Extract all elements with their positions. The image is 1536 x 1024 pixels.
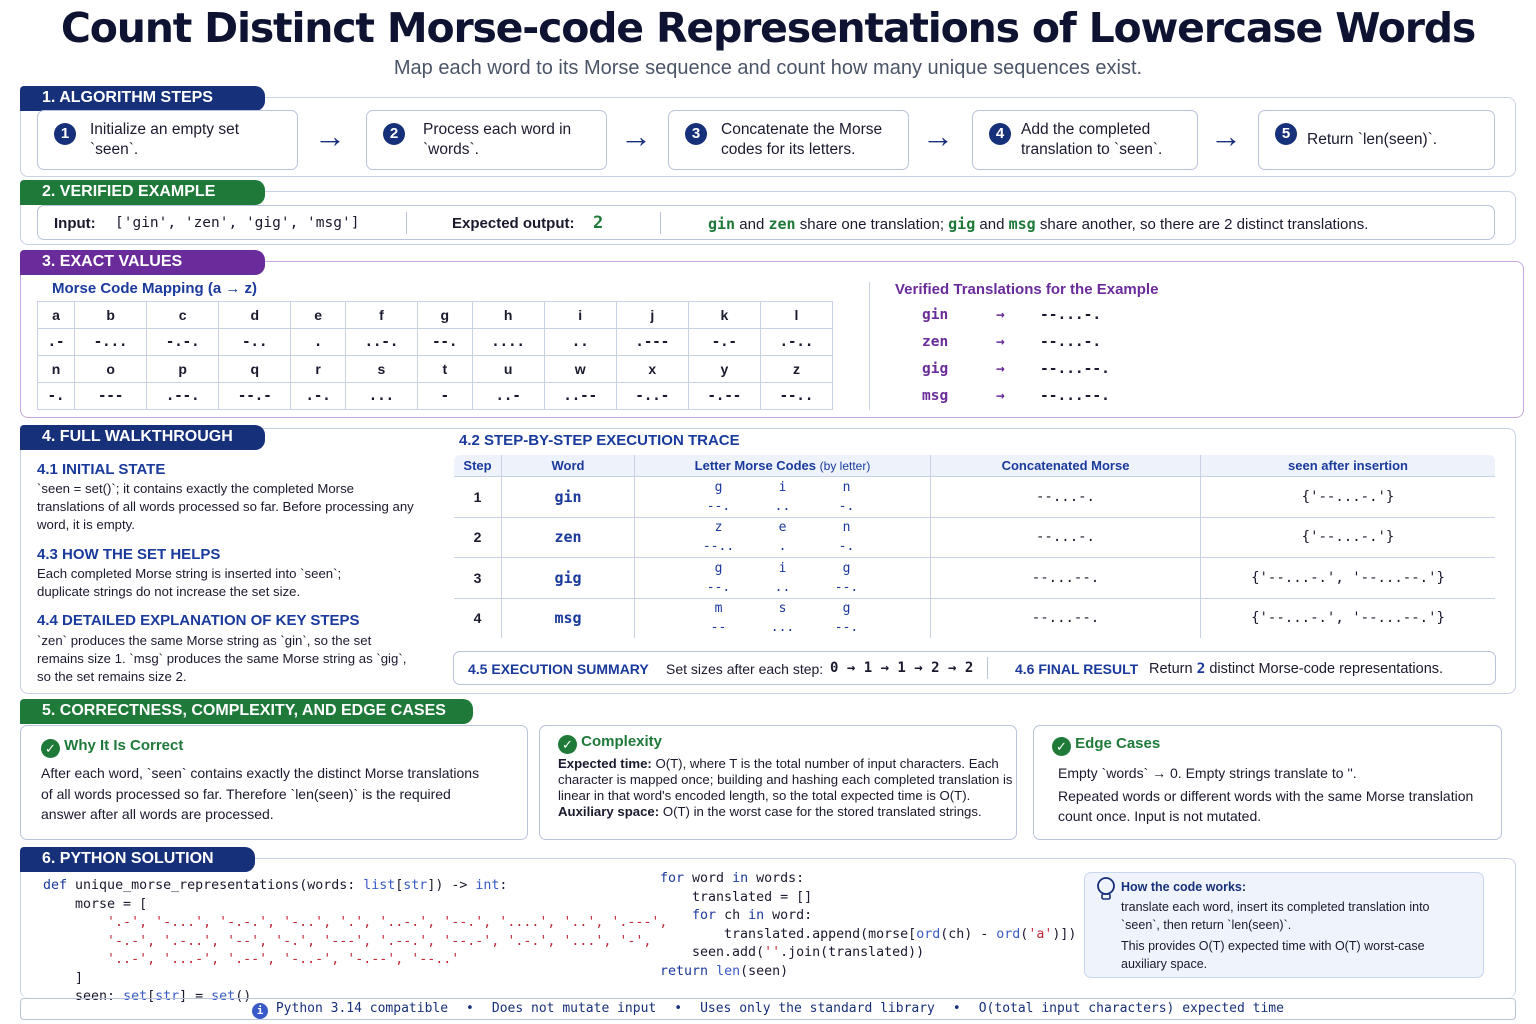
morse-code: .... xyxy=(472,329,544,356)
info-icon: i xyxy=(252,1003,268,1019)
footer-item: Does not mutate input xyxy=(491,1001,657,1016)
arrow-icon: → xyxy=(996,388,1005,404)
morse-code: -..- xyxy=(616,383,688,410)
column-header: seen after insertion xyxy=(1201,455,1496,477)
trace-row xyxy=(454,558,1496,599)
card-title: ✓ Edge Cases xyxy=(1052,735,1160,756)
morse-code: .-. xyxy=(291,383,346,410)
morse-code: -... xyxy=(75,329,147,356)
letter-code-pair xyxy=(687,478,751,516)
paragraph-4-3: Each completed Morse string is inserted into `seen`; duplicate strings do not increase the set size. xyxy=(37,566,342,599)
morse-code: -.-- xyxy=(688,383,760,410)
column-header: Concatenated Morse xyxy=(931,455,1201,477)
paragraph-4-4: `zen` produces the same Morse string as `gin`, so the set remains size 1. `msg` produces the same Morse string as `gig`, so the set remains size 2. xyxy=(37,633,407,684)
final-result: Return 2 distinct Morse-code representations. xyxy=(1149,661,1444,677)
card-text: Repeated words or different words with the same Morse translation count once. Input is not mutated. xyxy=(1058,788,1474,824)
morse-letter: d xyxy=(219,302,291,329)
trace-concatenated: --...--. xyxy=(931,558,1201,599)
paragraph-4-1: `seen = set()`; it contains exactly the completed Morse translations of all words processed so far. Before processing any word, it is empty. xyxy=(37,481,414,532)
arrow-icon: → xyxy=(1210,118,1242,154)
how-code-works-note xyxy=(1084,872,1484,978)
morse-letter: b xyxy=(75,302,147,329)
card-text: Empty `words` → 0. Empty strings translate to ''. xyxy=(1058,765,1357,781)
trace-letter: e xyxy=(778,520,787,536)
trace-seen: {'--...-.', '--...--.'} xyxy=(1201,558,1496,599)
morse-code: ..- xyxy=(472,383,544,410)
example-explanation: gin and zen share one translation; gig and msg share another, so there are 2 distinct translations. xyxy=(708,215,1369,233)
example-box xyxy=(37,205,1495,240)
card-title: ✓ Complexity xyxy=(558,733,662,754)
trace-row xyxy=(454,477,1496,518)
trace-letter: g xyxy=(714,560,723,576)
trace-letter: n xyxy=(842,479,851,495)
step-text: Concatenate the Morse codes for its letters. xyxy=(721,121,883,158)
trace-word: msg xyxy=(502,598,635,639)
trace-step: 2 xyxy=(454,517,502,558)
note-text: translate each word, insert its completed translation into `seen`, then return `len(seen)`. xyxy=(1121,900,1430,932)
trace-letter: z xyxy=(714,520,723,536)
card-text: After each word, `seen` contains exactly the distinct Morse translations of all words processed so far. Therefore `len(seen)` is the required answer after all words are processed. xyxy=(41,765,480,822)
translation-morse: --...--. xyxy=(1040,361,1110,377)
step-number: 2 xyxy=(383,123,405,145)
translation-word: msg xyxy=(922,388,949,404)
lightbulb-icon xyxy=(1095,876,1117,902)
morse-letter: t xyxy=(417,356,472,383)
morse-letter: a xyxy=(38,302,75,329)
translation-word: gin xyxy=(922,307,949,323)
trace-step: 4 xyxy=(454,598,502,639)
card-edge-cases xyxy=(1033,725,1502,840)
trace-letter-morse: --. xyxy=(834,579,859,595)
morse-letter: o xyxy=(75,356,147,383)
section-header: 6. PYTHON SOLUTION xyxy=(20,847,255,872)
translation-morse: --...--. xyxy=(1040,388,1110,404)
trace-letter-morse: -. xyxy=(838,539,855,555)
morse-code: ... xyxy=(345,383,417,410)
trace-letter-morse: -. xyxy=(838,498,855,514)
morse-code: -.-. xyxy=(147,329,219,356)
trace-concatenated: --...-. xyxy=(931,477,1201,518)
summary-heading: 4.5 EXECUTION SUMMARY xyxy=(468,661,649,677)
trace-letter-codes xyxy=(635,598,931,639)
footer-bar xyxy=(20,998,1516,1020)
check-circle-icon: ✓ xyxy=(41,739,60,758)
morse-table xyxy=(37,301,833,410)
trace-seen: {'--...-.', '--...--.'} xyxy=(1201,598,1496,639)
trace-letter-morse: .. xyxy=(774,579,791,595)
input-label: Input: xyxy=(54,215,96,232)
trace-letter-morse: --. xyxy=(834,620,859,636)
arrow-icon: → xyxy=(996,334,1005,350)
trace-step: 1 xyxy=(454,477,502,518)
letter-code-pair xyxy=(687,559,751,597)
trace-row xyxy=(454,598,1496,639)
morse-letter: q xyxy=(219,356,291,383)
output-label: Expected output: xyxy=(452,215,575,232)
trace-letter-morse: .. xyxy=(774,498,791,514)
step-card-1 xyxy=(37,110,298,170)
morse-letter: x xyxy=(616,356,688,383)
subheading-4-3: 4.3 HOW THE SET HELPS xyxy=(37,546,221,563)
column-header: Letter Morse Codes (by letter) xyxy=(635,455,931,477)
footer-separator: • xyxy=(466,1001,474,1016)
step-card-5 xyxy=(1258,110,1495,170)
step-number: 3 xyxy=(685,123,707,145)
letter-code-pair xyxy=(815,599,879,637)
trace-seen: {'--...-.'} xyxy=(1201,517,1496,558)
morse-letter: j xyxy=(616,302,688,329)
trace-concatenated: --...-. xyxy=(931,517,1201,558)
morse-code: .- xyxy=(38,329,75,356)
page-title: Count Distinct Morse-code Representations of Lowercase Words xyxy=(60,4,1476,52)
column-header: Step xyxy=(454,455,502,477)
section-header: 2. VERIFIED EXAMPLE xyxy=(20,180,265,205)
step-number: 5 xyxy=(1275,123,1297,145)
morse-code: ..-- xyxy=(544,383,616,410)
translation-morse: --...-. xyxy=(1040,334,1102,350)
trace-letter: g xyxy=(842,560,851,576)
step-text: Add the completed translation to `seen`. xyxy=(1021,121,1163,158)
divider xyxy=(987,657,988,679)
trace-letter-morse: ... xyxy=(770,620,795,636)
morse-letter: w xyxy=(544,356,616,383)
trace-letter: s xyxy=(778,601,787,617)
subheading-4-1: 4.1 INITIAL STATE xyxy=(37,461,166,478)
morse-code: . xyxy=(291,329,346,356)
footer-item: Python 3.14 compatible xyxy=(275,1001,449,1016)
morse-code: --.. xyxy=(760,383,832,410)
execution-trace-table xyxy=(453,454,1496,639)
trace-word: zen xyxy=(502,517,635,558)
morse-letter: y xyxy=(688,356,760,383)
footer-item: Uses only the standard library xyxy=(700,1001,935,1016)
code-block-right: for word in words: translated = [] for ch in word: translated.append(morse[ord(ch) - ord('a')]) seen.add(''.join(translated)) return len(seen) xyxy=(660,871,1077,979)
morse-letter: u xyxy=(472,356,544,383)
morse-code: .. xyxy=(544,329,616,356)
morse-code: .-.. xyxy=(760,329,832,356)
letter-code-pair xyxy=(751,518,815,556)
subheading-4-2: 4.2 STEP-BY-STEP EXECUTION TRACE xyxy=(459,432,740,449)
letter-code-pair xyxy=(751,478,815,516)
morse-code: -.. xyxy=(219,329,291,356)
divider xyxy=(660,212,661,234)
letter-code-pair xyxy=(815,518,879,556)
translation-morse: --...-. xyxy=(1040,307,1102,323)
step-text: Return `len(seen)`. xyxy=(1307,131,1438,148)
code-block-left: def unique_morse_representations(words: list[str]) -> int: morse = [ '.-', '-...', '-.-.', '-..', '.', '..-.', '--.', '....', '..', '.---', '-.-', '.-..', '--', '-.', '---', '.--.', '--.-', '.-.', '...', '-', '..-', '...-', '.--', '-..-', '-.--', '--..' ] seen: set[str] = set() xyxy=(43,878,668,1004)
page-subtitle: Map each word to its Morse sequence and count how many unique sequences exist. xyxy=(393,57,1143,79)
section-header: 5. CORRECTNESS, COMPLEXITY, AND EDGE CASES xyxy=(20,699,473,724)
trace-step: 3 xyxy=(454,558,502,599)
step-card-2 xyxy=(366,110,607,170)
trace-letter: g xyxy=(842,601,851,617)
divider xyxy=(406,212,407,234)
morse-letter: h xyxy=(472,302,544,329)
check-circle-icon: ✓ xyxy=(558,735,577,754)
morse-code: - xyxy=(417,383,472,410)
morse-code: -. xyxy=(38,383,75,410)
check-circle-icon: ✓ xyxy=(1052,737,1071,756)
letter-code-pair xyxy=(751,559,815,597)
section-header: 3. EXACT VALUES xyxy=(20,250,265,275)
arrow-icon: → xyxy=(996,307,1005,323)
card-title: ✓ Why It Is Correct xyxy=(41,737,183,758)
trace-seen: {'--...-.'} xyxy=(1201,477,1496,518)
arrow-icon: → xyxy=(922,118,954,154)
divider xyxy=(869,282,870,410)
morse-letter: i xyxy=(544,302,616,329)
trace-letter-morse: --. xyxy=(706,498,731,514)
letter-code-pair xyxy=(815,478,879,516)
trace-letter-codes xyxy=(635,558,931,599)
trace-letter: i xyxy=(778,479,787,495)
footer-separator: • xyxy=(674,1001,683,1016)
morse-code: .--- xyxy=(616,329,688,356)
step-text: Initialize an empty set `seen`. xyxy=(90,121,240,158)
trace-letter-morse: --. xyxy=(706,579,731,595)
morse-letter: n xyxy=(38,356,75,383)
final-heading: 4.6 FINAL RESULT xyxy=(1015,661,1139,677)
arrow-icon: → xyxy=(620,118,652,154)
morse-letter: s xyxy=(345,356,417,383)
morse-code: --.- xyxy=(219,383,291,410)
card-why-correct xyxy=(20,725,528,840)
morse-letter: k xyxy=(688,302,760,329)
morse-letter: p xyxy=(147,356,219,383)
morse-letter: e xyxy=(291,302,346,329)
footer-separator: • xyxy=(952,1001,961,1016)
trace-word: gig xyxy=(502,558,635,599)
mapping-title: Morse Code Mapping (a → z) xyxy=(52,280,258,297)
letter-code-pair xyxy=(687,518,751,556)
morse-code: --. xyxy=(417,329,472,356)
trace-letter: m xyxy=(714,601,723,617)
section-header: 1. ALGORITHM STEPS xyxy=(20,86,265,111)
summary-label: Set sizes after each step: xyxy=(666,661,824,677)
verified-title: Verified Translations for the Example xyxy=(895,281,1159,298)
morse-code: .--. xyxy=(147,383,219,410)
step-text: Process each word in `words`. xyxy=(423,121,572,158)
trace-letter-morse: --.. xyxy=(702,539,735,555)
step-number: 4 xyxy=(989,123,1011,145)
trace-word: gin xyxy=(502,477,635,518)
input-value: ['gin', 'zen', 'gig', 'msg'] xyxy=(115,215,360,231)
note-text: This provides O(T) expected time with O(T) worst-case auxiliary space. xyxy=(1121,939,1425,971)
trace-concatenated: --...--. xyxy=(931,598,1201,639)
section-header: 4. FULL WALKTHROUGH xyxy=(20,425,265,450)
morse-letter: r xyxy=(291,356,346,383)
trace-letter: g xyxy=(714,479,723,495)
morse-letter: c xyxy=(147,302,219,329)
morse-letter: z xyxy=(760,356,832,383)
morse-letter: f xyxy=(345,302,417,329)
step-number: 1 xyxy=(54,123,76,145)
trace-letter-morse: . xyxy=(778,539,787,555)
translation-word: gig xyxy=(922,361,949,377)
trace-letter-morse: -- xyxy=(710,620,727,636)
note-title: How the code works: xyxy=(1121,880,1247,894)
execution-summary xyxy=(453,651,1496,685)
step-card-3 xyxy=(668,110,909,170)
column-header: Word xyxy=(502,455,635,477)
morse-code: -.- xyxy=(688,329,760,356)
card-text: Expected time: O(T), where T is the total number of input characters. Each character is mapped once; building and hashing each completed translation is linear in that word's encoded length, so the total expected time is O(T). Auxiliary space: O(T) in the worst case for the stored translated strings. xyxy=(558,756,1013,819)
letter-code-pair xyxy=(751,599,815,637)
arrow-icon: → xyxy=(314,118,346,154)
summary-value: 0 → 1 → 1 → 2 → 2 xyxy=(830,660,974,676)
letter-code-pair xyxy=(815,559,879,597)
morse-letter: g xyxy=(417,302,472,329)
card-complexity xyxy=(539,725,1017,840)
arrow-icon: → xyxy=(996,361,1005,377)
output-value: 2 xyxy=(593,213,604,233)
letter-code-pair xyxy=(687,599,751,637)
subheading-4-4: 4.4 DETAILED EXPLANATION OF KEY STEPS xyxy=(37,612,360,629)
translation-word: zen xyxy=(922,334,949,350)
morse-code: --- xyxy=(75,383,147,410)
trace-letter: i xyxy=(778,560,787,576)
trace-letter: n xyxy=(842,520,851,536)
trace-letter-codes xyxy=(635,517,931,558)
footer-item: O(total input characters) expected time xyxy=(978,1001,1284,1016)
morse-code: ..-. xyxy=(345,329,417,356)
morse-letter: l xyxy=(760,302,832,329)
step-card-4 xyxy=(972,110,1198,170)
trace-letter-codes xyxy=(635,477,931,518)
trace-row xyxy=(454,517,1496,558)
